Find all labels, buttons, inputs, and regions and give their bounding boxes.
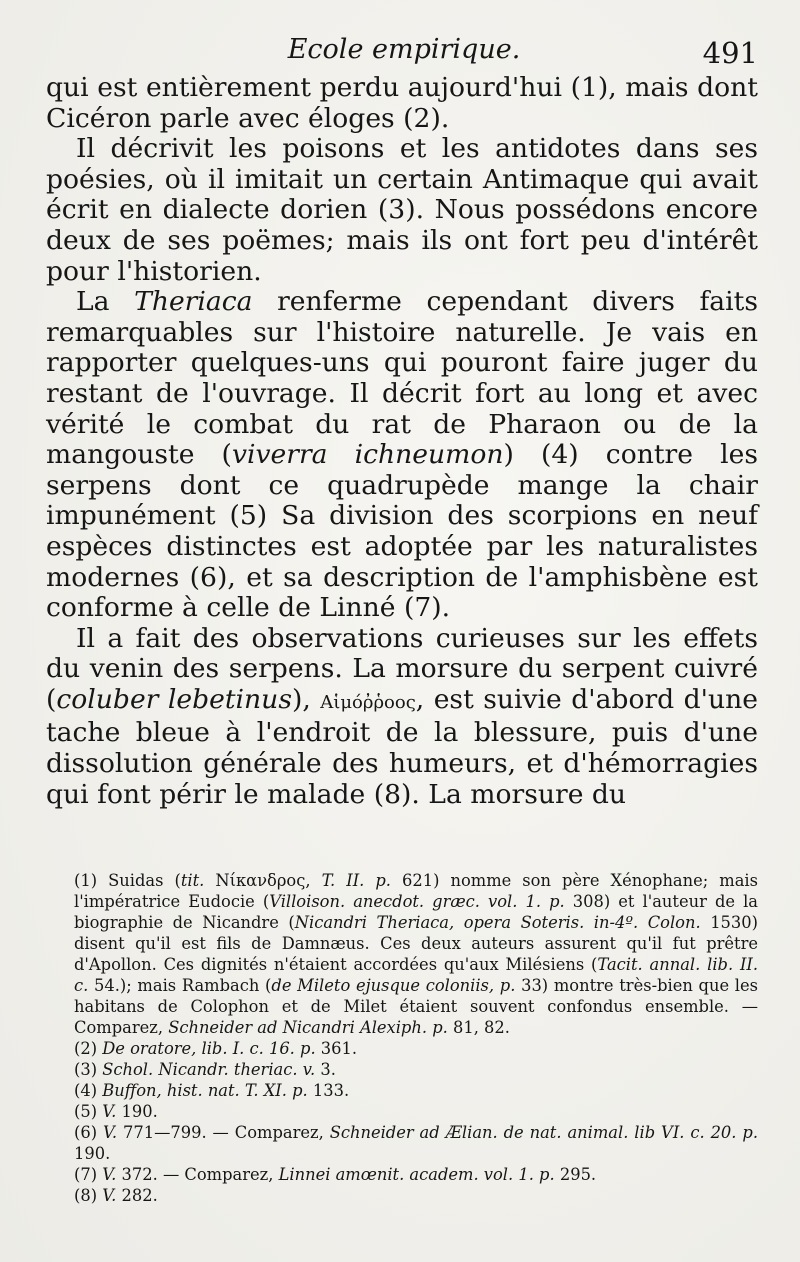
citation: Villoison. anecdot. græc. vol. 1. p. <box>269 892 565 911</box>
footnote-7 <box>74 1164 758 1185</box>
citation: Buffon, hist. nat. T. XI. p. <box>102 1081 308 1100</box>
citation: V. <box>102 1102 117 1121</box>
footnote-3 <box>74 1059 758 1080</box>
citation: V. <box>103 1123 118 1142</box>
text-run: qui est entièrement perdu aujourd'hui (1), mais dont Cicéron parle avec éloges (2). <box>46 72 758 134</box>
text-run: (3) <box>74 1060 103 1079</box>
text-run: ), <box>291 683 321 715</box>
citation: tit. <box>180 871 205 890</box>
text-run: 33) montre très-bien que les habitans de Colophon et de Milet étaient souvent confondus ensemble. — Comparez, <box>74 976 758 1037</box>
text-run: 295. <box>554 1165 597 1184</box>
text-run: (5) <box>74 1102 103 1121</box>
page-header <box>46 34 762 74</box>
citation: T. II. p. <box>321 871 391 890</box>
text-run: 81, 82. <box>447 1018 510 1037</box>
text-run: 771—799. — Comparez, <box>117 1123 330 1142</box>
text-run: (4) <box>74 1081 103 1100</box>
text-run: 372. — Comparez, <box>116 1165 279 1184</box>
page-number: 491 <box>702 36 758 70</box>
main-text <box>46 73 758 810</box>
latin-name: viverra ichneumon <box>231 439 504 471</box>
footnote-4 <box>74 1080 758 1101</box>
citation: Linnei amœnit. academ. vol. 1. p. <box>278 1165 555 1184</box>
text-run: renferme cependant divers faits remarquables sur l'histoire naturelle. Je vais en rapporter quelques-uns qui pouront faire juger du restant de l'ouvrage. Il décrit fort au long et avec vérité le combat du rat de Pharaon ou de la mangouste ( <box>46 286 758 471</box>
citation: Schneider ad Nicandri Alexiph. p. <box>168 1018 448 1037</box>
text-run: 3. <box>315 1060 336 1079</box>
footnote-5 <box>74 1101 758 1122</box>
citation: V. <box>102 1186 117 1205</box>
citation: Schneider ad Ælian. de nat. animal. lib VI. c. 20. p. <box>329 1123 758 1142</box>
italic-title: Theriaca <box>134 286 253 318</box>
footnote-8 <box>74 1185 758 1206</box>
text-run: , <box>305 871 322 890</box>
citation: de Mileto ejusque coloniis, p. <box>271 976 516 995</box>
text-run: La <box>76 286 135 318</box>
latin-name: coluber lebetinus <box>56 683 292 715</box>
text-run: 133. <box>307 1081 350 1100</box>
text-run: 361. <box>315 1039 358 1058</box>
text-run: , est suivie d'abord d'une tache bleue à l'endroit de la blessure, puis d'une dissolution générale des humeurs, et d'hémorragies qui font périr le malade (8). La morsure du <box>46 683 758 810</box>
text-run: 282. <box>116 1186 158 1205</box>
text-run: 308) et l'auteur de la biographie de Nicandre ( <box>74 892 758 932</box>
text-run: ) (4) contre les serpens dont ce quadrupède mange la chair impunément (5) Sa division des scorpions en neuf espèces distinctes est adoptée par les naturalistes modernes (6), et sa description de l'amphisbène est conforme à celle de Linné (7). <box>46 439 758 624</box>
text-run: 190. <box>116 1102 158 1121</box>
text-run: 190. <box>74 1144 111 1163</box>
paragraph-2 <box>46 134 758 287</box>
paragraph-3 <box>46 287 758 624</box>
text-run: (8) <box>74 1186 103 1205</box>
footnote-6 <box>74 1122 758 1164</box>
citation: V. <box>102 1165 117 1184</box>
citation: Nicandri Theriaca, opera Soteris. in-4º. Colon. <box>294 913 701 932</box>
text-run: (7) <box>74 1165 103 1184</box>
footnote-2 <box>74 1038 758 1059</box>
paragraph-4 <box>46 624 758 811</box>
footnote-1 <box>74 870 758 1038</box>
greek-word: Αἱμόῤῥοος <box>320 691 416 713</box>
text-run: 1530) disent qu'il est fils de Damnæus. Ces deux auteurs assurent qu'il fut prêtre d'Apollon. Ces dignités n'étaient accordées qu'aux Milésiens ( <box>74 913 758 974</box>
text-run: Il a fait des observations curieuses sur les effets du venin des serpens. La morsure du serpent cuivré ( <box>46 622 758 715</box>
greek-word: Νίκανδρος <box>204 871 306 890</box>
citation: Tacit. annal. lib. II. c. <box>74 955 758 995</box>
running-title: Ecole empirique. <box>287 34 521 65</box>
footnotes <box>74 870 758 1206</box>
text-run: 54.); mais Rambach ( <box>88 976 272 995</box>
text-run: Il décrivit les poisons et les antidotes dans ses poésies, où il imitait un certain Antimaque qui avait écrit en dialecte dorien (3). Nous possédons encore deux de ses poëmes; mais ils ont fort peu d'intérêt pour l'historien. <box>46 133 758 287</box>
text-run: 621) nomme son père Xénophane; mais l'impératrice Eudocie ( <box>74 871 758 911</box>
text-run: (6) <box>74 1123 103 1142</box>
paragraph-1 <box>46 73 758 134</box>
citation: Schol. Nicandr. theriac. v. <box>102 1060 316 1079</box>
text-run: (1) Suidas ( <box>74 871 181 890</box>
citation: De oratore, lib. I. c. 16. p. <box>102 1039 316 1058</box>
text-run: (2) <box>74 1039 103 1058</box>
